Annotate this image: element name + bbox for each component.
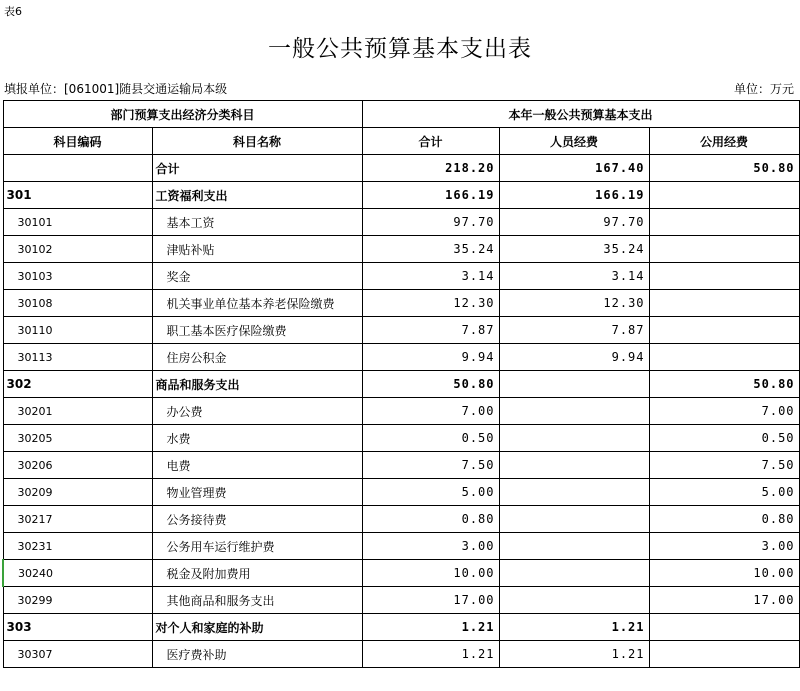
cell-personnel (499, 587, 649, 614)
cell-code: 30201 (3, 398, 152, 425)
cell-public: 50.80 (649, 371, 799, 398)
table-row (3, 560, 799, 587)
cell-name: 奖金 (152, 263, 362, 290)
cell-code (3, 155, 152, 182)
cell-personnel: 166.19 (499, 182, 649, 209)
cell-code: 302 (3, 371, 152, 398)
cell-public: 7.00 (649, 398, 799, 425)
page-title: 一般公共预算基本支出表 (268, 36, 532, 62)
cell-name: 工资福利支出 (152, 182, 362, 209)
cell-total: 218.20 (362, 155, 499, 182)
header-public: 公用经费 (649, 128, 799, 155)
table-tag: 表6 (4, 5, 22, 18)
cell-code: 30113 (3, 344, 152, 371)
cell-personnel: 97.70 (499, 209, 649, 236)
header-classification: 部门预算支出经济分类科目 (3, 101, 362, 128)
cell-total: 0.50 (362, 425, 499, 452)
cell-public (649, 344, 799, 371)
cell-code: 30108 (3, 290, 152, 317)
cell-code: 30209 (3, 479, 152, 506)
cell-public (649, 182, 799, 209)
cell-name: 公务用车运行维护费 (152, 533, 362, 560)
header-personnel: 人员经费 (499, 128, 649, 155)
cell-public: 10.00 (649, 560, 799, 587)
table-row (3, 398, 799, 425)
cell-public (649, 290, 799, 317)
cell-name: 津贴补贴 (152, 236, 362, 263)
cell-total: 7.87 (362, 317, 499, 344)
table-row (3, 479, 799, 506)
cell-personnel (499, 452, 649, 479)
cell-public (649, 641, 799, 668)
cell-code: 30102 (3, 236, 152, 263)
cell-total: 97.70 (362, 209, 499, 236)
reporting-unit: 填报单位：[061001]随县交通运输局本级 (4, 82, 228, 96)
cell-total: 10.00 (362, 560, 499, 587)
cell-total: 7.00 (362, 398, 499, 425)
table-row (3, 263, 799, 290)
cell-code: 30307 (3, 641, 152, 668)
cell-personnel: 167.40 (499, 155, 649, 182)
cell-total: 3.00 (362, 533, 499, 560)
cell-personnel: 35.24 (499, 236, 649, 263)
cell-code: 30206 (3, 452, 152, 479)
table-row (3, 506, 799, 533)
header-code: 科目编码 (3, 128, 152, 155)
cell-public: 3.00 (649, 533, 799, 560)
table-row (3, 425, 799, 452)
cell-name: 办公费 (152, 398, 362, 425)
cell-code: 30231 (3, 533, 152, 560)
cell-public (649, 209, 799, 236)
cell-personnel: 1.21 (499, 614, 649, 641)
cell-public (649, 263, 799, 290)
table-body (3, 155, 799, 668)
cell-personnel: 9.94 (499, 344, 649, 371)
cell-name: 商品和服务支出 (152, 371, 362, 398)
cell-personnel (499, 425, 649, 452)
cell-public: 0.50 (649, 425, 799, 452)
cell-name: 税金及附加费用 (152, 560, 362, 587)
table-row (3, 614, 799, 641)
cell-personnel (499, 506, 649, 533)
table-row (3, 236, 799, 263)
table-row (3, 290, 799, 317)
cell-total: 50.80 (362, 371, 499, 398)
table-row (3, 641, 799, 668)
cell-public: 17.00 (649, 587, 799, 614)
cell-name: 物业管理费 (152, 479, 362, 506)
cell-name: 其他商品和服务支出 (152, 587, 362, 614)
cell-name: 公务接待费 (152, 506, 362, 533)
cell-personnel (499, 479, 649, 506)
cell-total: 12.30 (362, 290, 499, 317)
cell-total: 7.50 (362, 452, 499, 479)
table-row (3, 533, 799, 560)
cell-name: 医疗费补助 (152, 641, 362, 668)
cell-public (649, 236, 799, 263)
cell-name: 对个人和家庭的补助 (152, 614, 362, 641)
cell-code: 30217 (3, 506, 152, 533)
table-row (3, 155, 799, 182)
cell-public: 7.50 (649, 452, 799, 479)
header-column-row (3, 128, 799, 155)
cell-personnel (499, 533, 649, 560)
cell-name: 电费 (152, 452, 362, 479)
table-row (3, 209, 799, 236)
cell-total: 5.00 (362, 479, 499, 506)
cell-personnel (499, 371, 649, 398)
cell-name: 职工基本医疗保险缴费 (152, 317, 362, 344)
cell-name: 基本工资 (152, 209, 362, 236)
cell-public: 0.80 (649, 506, 799, 533)
header-total: 合计 (362, 128, 499, 155)
cell-code: 30240 (3, 560, 152, 587)
cell-total: 0.80 (362, 506, 499, 533)
cell-personnel: 7.87 (499, 317, 649, 344)
cell-total: 3.14 (362, 263, 499, 290)
cell-personnel (499, 398, 649, 425)
cell-total: 1.21 (362, 614, 499, 641)
cell-public (649, 317, 799, 344)
cell-code: 303 (3, 614, 152, 641)
header-group-row (3, 101, 799, 128)
cell-name: 住房公积金 (152, 344, 362, 371)
cell-personnel: 12.30 (499, 290, 649, 317)
cell-total: 9.94 (362, 344, 499, 371)
cell-code: 30103 (3, 263, 152, 290)
table-row (3, 452, 799, 479)
table-row (3, 587, 799, 614)
cell-total: 1.21 (362, 641, 499, 668)
table-row (3, 344, 799, 371)
cell-code: 30205 (3, 425, 152, 452)
cell-total: 17.00 (362, 587, 499, 614)
header-basic-expenditure: 本年一般公共预算基本支出 (362, 101, 799, 128)
cell-code: 30110 (3, 317, 152, 344)
currency-unit: 单位：万元 (733, 82, 794, 96)
cell-total: 35.24 (362, 236, 499, 263)
cell-code: 301 (3, 182, 152, 209)
cell-name: 水费 (152, 425, 362, 452)
cell-name: 合计 (152, 155, 362, 182)
cell-public (649, 614, 799, 641)
cell-total: 166.19 (362, 182, 499, 209)
cell-personnel: 1.21 (499, 641, 649, 668)
cell-code: 30299 (3, 587, 152, 614)
cell-public: 50.80 (649, 155, 799, 182)
table-row (3, 317, 799, 344)
cell-personnel (499, 560, 649, 587)
cell-public: 5.00 (649, 479, 799, 506)
cell-name: 机关事业单位基本养老保险缴费 (152, 290, 362, 317)
table-row (3, 371, 799, 398)
table-row (3, 182, 799, 209)
header-name: 科目名称 (152, 128, 362, 155)
cell-personnel: 3.14 (499, 263, 649, 290)
cell-code: 30101 (3, 209, 152, 236)
budget-table (2, 100, 800, 668)
